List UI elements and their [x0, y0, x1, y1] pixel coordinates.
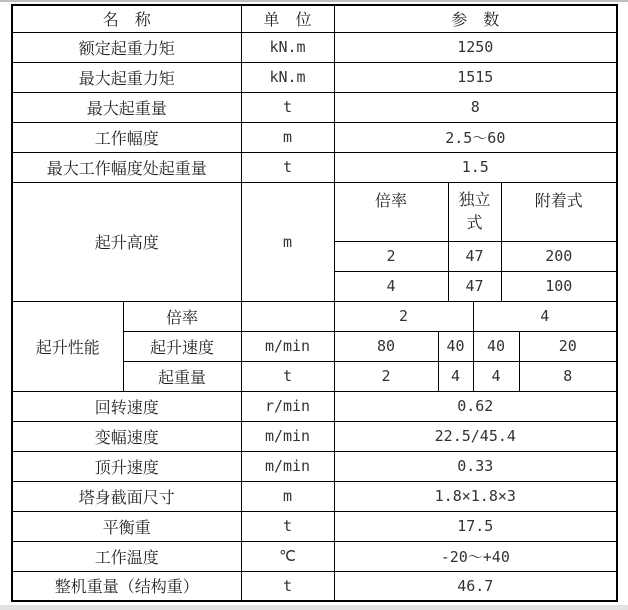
spec-row-unit: m: [241, 122, 334, 152]
spec-row-unit: kN.m: [241, 62, 334, 92]
spec-row-unit: t: [241, 152, 334, 182]
spec-row-unit: kN.m: [241, 32, 334, 62]
cell-value: 80: [334, 331, 438, 361]
spec-row-value: 1250: [334, 32, 617, 62]
spec-row-value: -20～+40: [334, 541, 617, 571]
table-header-row: [12, 5, 617, 32]
spec-row-value: 1.8×1.8×3: [334, 481, 617, 511]
spec-row-label: 起升高度: [12, 182, 241, 301]
spec-row-value: 1515: [334, 62, 617, 92]
spec-row-label: 顶升速度: [12, 451, 241, 481]
spec-row-label: 工作温度: [12, 541, 241, 571]
spec-row-value: 0.62: [334, 391, 617, 421]
page-bottom-edge: [0, 605, 628, 610]
spec-row-unit: m/min: [241, 421, 334, 451]
spec-row-value: 46.7: [334, 571, 617, 601]
spec-row-unit: t: [241, 571, 334, 601]
table-row: [12, 92, 617, 122]
table-row: [12, 511, 617, 541]
spec-row-label: 平衡重: [12, 511, 241, 541]
cell-value: 4: [438, 361, 473, 391]
spec-row-value: 1.5: [334, 152, 617, 182]
spec-row-unit: t: [241, 92, 334, 122]
table-row: [12, 451, 617, 481]
table-row: [12, 62, 617, 92]
page-top-edge: [0, 0, 628, 2]
spec-row-value: 2.5～60: [334, 122, 617, 152]
cell-value: 40: [438, 331, 473, 361]
spec-row-label: 最大起重量: [12, 92, 241, 122]
col-header-name: 名 称: [12, 5, 241, 32]
spec-row-label: 整机重量（结构重）: [12, 571, 241, 601]
spec-row-label: 起升性能: [12, 301, 123, 391]
cell-value: 8: [519, 361, 617, 391]
spec-row-value: 22.5/45.4: [334, 421, 617, 451]
sub-row-unit: m/min: [241, 331, 334, 361]
cell-value: 200: [501, 241, 617, 271]
sub-row-label: 倍率: [123, 301, 241, 331]
spec-row-label: 塔身截面尺寸: [12, 481, 241, 511]
cell-value: 4: [473, 361, 519, 391]
sub-row-unit: [241, 301, 334, 331]
lifting-height-header-row: [12, 182, 617, 241]
spec-row-label: 回转速度: [12, 391, 241, 421]
subcol-header-attached: 附着式: [501, 182, 617, 241]
cell-value: 2: [334, 301, 473, 331]
spec-row-value: 0.33: [334, 451, 617, 481]
table-row: [12, 122, 617, 152]
col-header-unit: 单 位: [241, 5, 334, 32]
cell-value: 100: [501, 271, 617, 301]
table-row: [12, 571, 617, 601]
table-row: [12, 152, 617, 182]
spec-row-unit: m/min: [241, 451, 334, 481]
cell-value: 4: [334, 271, 448, 301]
cell-value: 2: [334, 361, 438, 391]
spec-table: [11, 4, 618, 602]
spec-row-label: 变幅速度: [12, 421, 241, 451]
spec-row-label: 最大起重力矩: [12, 62, 241, 92]
spec-row-unit: m: [241, 182, 334, 301]
sub-row-label: 起重量: [123, 361, 241, 391]
spec-row-unit: t: [241, 511, 334, 541]
col-header-param: 参 数: [334, 5, 617, 32]
table-row: [12, 391, 617, 421]
spec-row-unit: m: [241, 481, 334, 511]
sub-row-unit: t: [241, 361, 334, 391]
spec-row-value: 8: [334, 92, 617, 122]
cell-value: 4: [473, 301, 617, 331]
table-row: [12, 421, 617, 451]
table-row: [12, 481, 617, 511]
spec-row-label: 额定起重力矩: [12, 32, 241, 62]
table-row: [12, 32, 617, 62]
table-row: [12, 541, 617, 571]
subcol-header-multiplier: 倍率: [334, 182, 448, 241]
cell-value: 47: [448, 271, 501, 301]
spec-row-label: 最大工作幅度处起重量: [12, 152, 241, 182]
cell-value: 40: [473, 331, 519, 361]
spec-row-value: 17.5: [334, 511, 617, 541]
spec-row-label: 工作幅度: [12, 122, 241, 152]
sub-row-label: 起升速度: [123, 331, 241, 361]
cell-value: 47: [448, 241, 501, 271]
spec-row-unit: ℃: [241, 541, 334, 571]
subcol-header-freestanding: 独立式: [448, 182, 501, 241]
cell-value: 2: [334, 241, 448, 271]
lifting-performance-row: [12, 301, 617, 331]
spec-row-unit: r/min: [241, 391, 334, 421]
cell-value: 20: [519, 331, 617, 361]
